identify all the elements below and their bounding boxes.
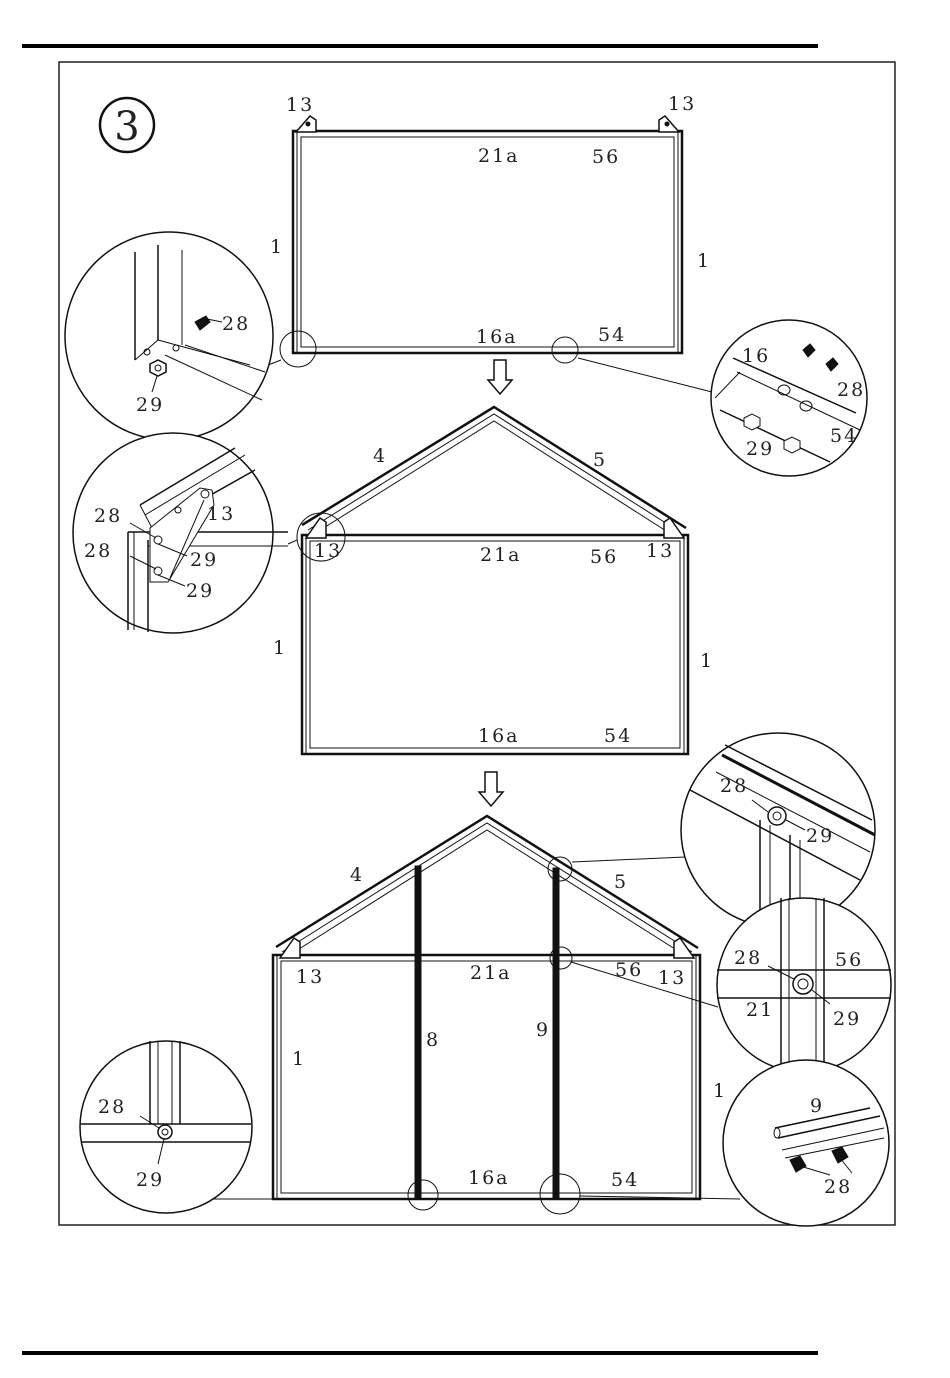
label-13: 13 (296, 966, 325, 988)
panel-bottom-labels (292, 864, 727, 1191)
stud-9 (553, 868, 559, 1199)
detail-label-28: 28 (94, 505, 123, 527)
detail-label-29: 29 (746, 438, 775, 460)
step-badge (100, 98, 154, 152)
detail-label-21: 21 (746, 999, 775, 1021)
detail-corner-bolt (65, 232, 273, 440)
detail-label-28: 28 (98, 1096, 127, 1118)
panel-middle (288, 407, 688, 754)
detail-label-29: 29 (136, 1169, 165, 1191)
label-1: 1 (292, 1048, 307, 1070)
label-1: 1 (700, 650, 715, 672)
detail-label-29: 29 (136, 394, 165, 416)
label-54: 54 (604, 725, 633, 747)
label-13: 13 (668, 93, 697, 115)
frame-inner (301, 137, 674, 347)
detail-label-29: 29 (186, 580, 215, 602)
detail-rail-stud-bolt (717, 898, 891, 1072)
label-54: 54 (611, 1169, 640, 1191)
down-arrow (488, 360, 512, 394)
panel-bottom (210, 816, 740, 1214)
label-1: 1 (270, 236, 285, 258)
frame-outer (302, 535, 688, 754)
label-13: 13 (314, 540, 343, 562)
label-56: 56 (590, 546, 619, 568)
detail-label-28: 28 (720, 775, 749, 797)
label-1: 1 (713, 1080, 728, 1102)
callout-circle (540, 1174, 580, 1214)
roof-outline (276, 816, 698, 948)
down-arrow (479, 772, 503, 806)
detail-label-28: 28 (222, 313, 251, 335)
label-4: 4 (350, 864, 365, 886)
detail-label-16: 16 (742, 345, 771, 367)
callout-circle (280, 331, 316, 367)
panel-middle-labels (273, 445, 714, 747)
detail-label-28: 28 (734, 947, 763, 969)
detail-label-54: 54 (830, 425, 859, 447)
detail-label-28: 28 (824, 1176, 853, 1198)
detail-label-28: 28 (84, 540, 113, 562)
label-1: 1 (697, 250, 712, 272)
detail-base-bolt (80, 1041, 252, 1213)
label-21a: 21a (478, 145, 520, 167)
detail-label-56: 56 (835, 949, 864, 971)
label-16a: 16a (468, 1167, 510, 1189)
detail-stud-bolts (723, 1060, 889, 1226)
detail-label-29: 29 (806, 825, 835, 847)
label-5: 5 (614, 871, 629, 893)
label-56: 56 (592, 146, 621, 168)
label-9: 9 (536, 1019, 551, 1041)
label-13: 13 (658, 967, 687, 989)
detail-label-28: 28 (837, 379, 866, 401)
detail-bracket-bolts (73, 433, 288, 633)
detail-label-29: 29 (833, 1008, 862, 1030)
label-1: 1 (273, 637, 288, 659)
frame-outer (273, 955, 700, 1199)
label-16a: 16a (478, 725, 520, 747)
label-13: 13 (646, 540, 675, 562)
label-16a: 16a (476, 326, 518, 348)
label-54: 54 (598, 324, 627, 346)
detail-label-9: 9 (810, 1095, 825, 1117)
detail-label-29: 29 (190, 549, 219, 571)
label-4: 4 (373, 445, 388, 467)
detail-label-13: 13 (207, 503, 236, 525)
callout-circle (552, 337, 578, 363)
label-8: 8 (426, 1029, 441, 1051)
detail-roof-stud-bolt (681, 733, 875, 927)
step-number: 3 (114, 104, 140, 150)
stud-8 (415, 866, 421, 1199)
label-13: 13 (286, 94, 315, 116)
callout-circle (408, 1180, 438, 1210)
label-5: 5 (593, 449, 608, 471)
label-56: 56 (615, 959, 644, 981)
label-21a: 21a (480, 544, 522, 566)
label-21a: 21a (470, 962, 512, 984)
roof-outline (302, 407, 686, 528)
